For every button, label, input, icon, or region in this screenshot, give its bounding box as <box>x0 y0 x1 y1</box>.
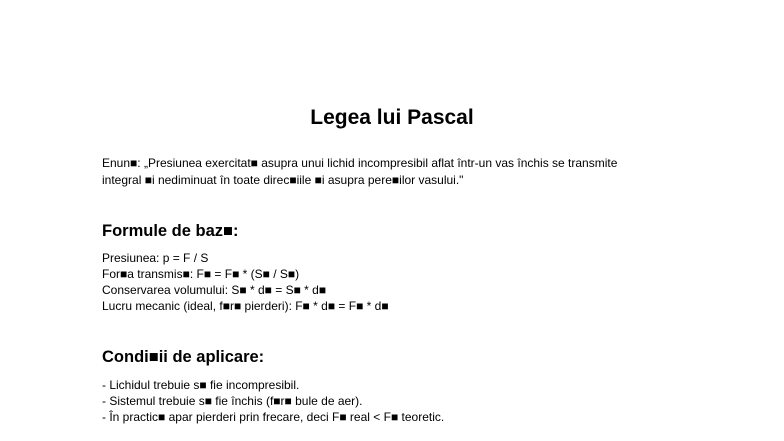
formulas-list <box>102 250 722 314</box>
formula-line: Conservarea volumului: S■ * d■ = S■ * d■ <box>102 283 327 297</box>
formula-line: For■a transmis■: F■ = F■ * (S■ / S■) <box>102 267 300 281</box>
condition-line: - Lichidul trebuie s■ fie incompresibil. <box>102 378 300 392</box>
conditions-heading: Condi■ii de aplicare: <box>102 348 265 366</box>
conditions-list <box>102 377 722 425</box>
statement-line: Enun■: „Presiunea exercitat■ asupra unui lichid incompresibil aflat într-un vas închis se transmite <box>102 156 618 170</box>
statement-line: integral ■i nediminuat în toate direc■iile ■i asupra pere■ilor vasului." <box>102 173 464 187</box>
condition-line: - Sistemul trebuie s■ fie închis (f■r■ bule de aer). <box>102 394 363 408</box>
page-title: Legea lui Pascal <box>310 106 474 129</box>
formula-line: Presiunea: p = F / S <box>102 251 209 265</box>
formulas-heading: Formule de baz■: <box>102 222 239 240</box>
formula-line: Lucru mecanic (ideal, f■r■ pierderi): F■ * d■ = F■ * d■ <box>102 299 389 313</box>
condition-line: - În practic■ apar pierderi prin frecare, deci F■ real < F■ teoretic. <box>102 410 445 424</box>
statement-paragraph <box>102 155 702 189</box>
